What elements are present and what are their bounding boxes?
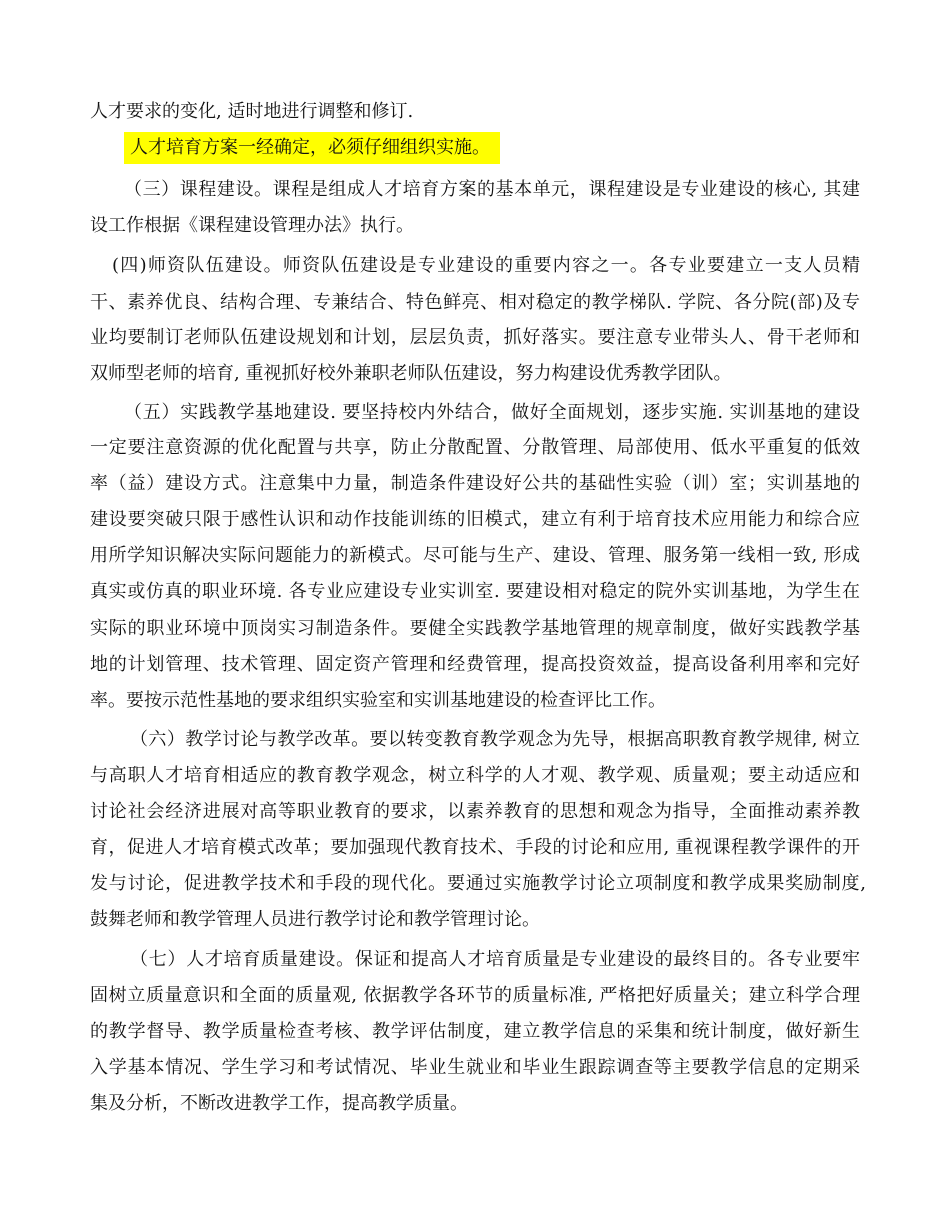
paragraph-line: 地的计划管理、技术管理、固定资产管理和经费管理，提高投资效益，提高设备利用率和完好 xyxy=(90,654,860,675)
paragraph-line: 干、素养优良、结构合理、专兼结合、特色鲜亮、相对稳定的教学梯队. 学院、各分院(部)及专 xyxy=(90,292,860,313)
paragraph-line: 集及分析，不断改进教学工作，提高教学质量。 xyxy=(90,1093,468,1114)
paragraph-line: 的教学督导、教学质量检查考核、教学评估制度，建立教学信息的采集和统计制度，做好新生 xyxy=(90,1021,860,1042)
highlighted-sentence: 人才培育方案一经确定，必须仔细组织实施。 xyxy=(130,137,490,158)
paragraph-line: 与高职人才培育相适应的教育教学观念，树立科学的人才观、教学观、质量观；要主动适应和 xyxy=(90,765,860,786)
intro-continuation: 人才要求的变化, 适时地进行调整和修订. xyxy=(90,101,414,122)
paragraph-line: 用所学知识解决实际问题能力的新模式。尽可能与生产、建设、管理、服务第一线相一致, 形成 xyxy=(90,545,860,566)
paragraph-line: 设工作根据《课程建设管理办法》执行。 xyxy=(90,215,414,236)
paragraph-line: （七）人才培育质量建设。保证和提高人才培育质量是专业建设的最终目的。各专业要牢 xyxy=(130,949,860,970)
paragraph-line: （三）课程建设。课程是组成人才培育方案的基本单元，课程建设是专业建设的核心, 其建 xyxy=(124,179,860,200)
paragraph-line: 双师型老师的培育, 重视抓好校外兼职老师队伍建设，努力构建设优秀教学团队。 xyxy=(90,363,732,384)
paragraph-line: 建设要突破只限于感性认识和动作技能训练的旧模式，建立有利于培育技术应用能力和综合应 xyxy=(90,509,860,530)
paragraph-line: （五）实践教学基地建设. 要坚持校内外结合，做好全面规划，逐步实施. 实训基地的建设 xyxy=(124,402,860,423)
paragraph-line: 真实或仿真的职业环境. 各专业应建设专业实训室. 要建设相对稳定的院外实训基地，为学生在 xyxy=(90,581,860,602)
paragraph-line: 发与讨论，促进教学技术和手段的现代化。要通过实施教学讨论立项制度和教学成果奖励制度, xyxy=(90,873,866,894)
paragraph-line: 业均要制订老师队伍建设规划和计划，层层负责，抓好落实。要注意专业带头人、骨干老师和 xyxy=(90,327,860,348)
paragraph-line: 讨论社会经济进展对高等职业教育的要求，以素养教育的思想和观念为指导，全面推动素养教 xyxy=(90,801,860,822)
paragraph-line: （六）教学讨论与教学改革。要以转变教育教学观念为先导，根据高职教育教学规律, 树立 xyxy=(130,729,860,750)
paragraph-line: 一定要注意资源的优化配置与共享，防止分散配置、分散管理、局部使用、低水平重复的低效 xyxy=(90,437,860,458)
paragraph-line: (四)师资队伍建设。师资队伍建设是专业建设的重要内容之一。各专业要建立一支人员精 xyxy=(112,255,860,276)
paragraph-line: 率（益）建设方式。注意集中力量，制造条件建设好公共的基础性实验（训）室；实训基地的 xyxy=(90,473,860,494)
paragraph-line: 实际的职业环境中顶岗实习制造条件。要健全实践教学基地管理的规章制度，做好实践教学基 xyxy=(90,618,860,639)
paragraph-line: 入学基本情况、学生学习和考试情况、毕业生就业和毕业生跟踪调查等主要教学信息的定期采 xyxy=(90,1057,860,1078)
paragraph-line: 育，促进人才培育模式改革；要加强现代教育技术、手段的讨论和应用, 重视课程教学课件的开 xyxy=(90,837,860,858)
paragraph-line: 率。要按示范性基地的要求组织实验室和实训基地建设的检查评比工作。 xyxy=(90,690,666,711)
paragraph-line: 鼓舞老师和教学管理人员进行教学讨论和教学管理讨论。 xyxy=(90,909,540,930)
paragraph-line: 固树立质量意识和全面的质量观, 依据教学各环节的质量标准, 严格把好质量关；建立科学合理 xyxy=(90,985,860,1006)
